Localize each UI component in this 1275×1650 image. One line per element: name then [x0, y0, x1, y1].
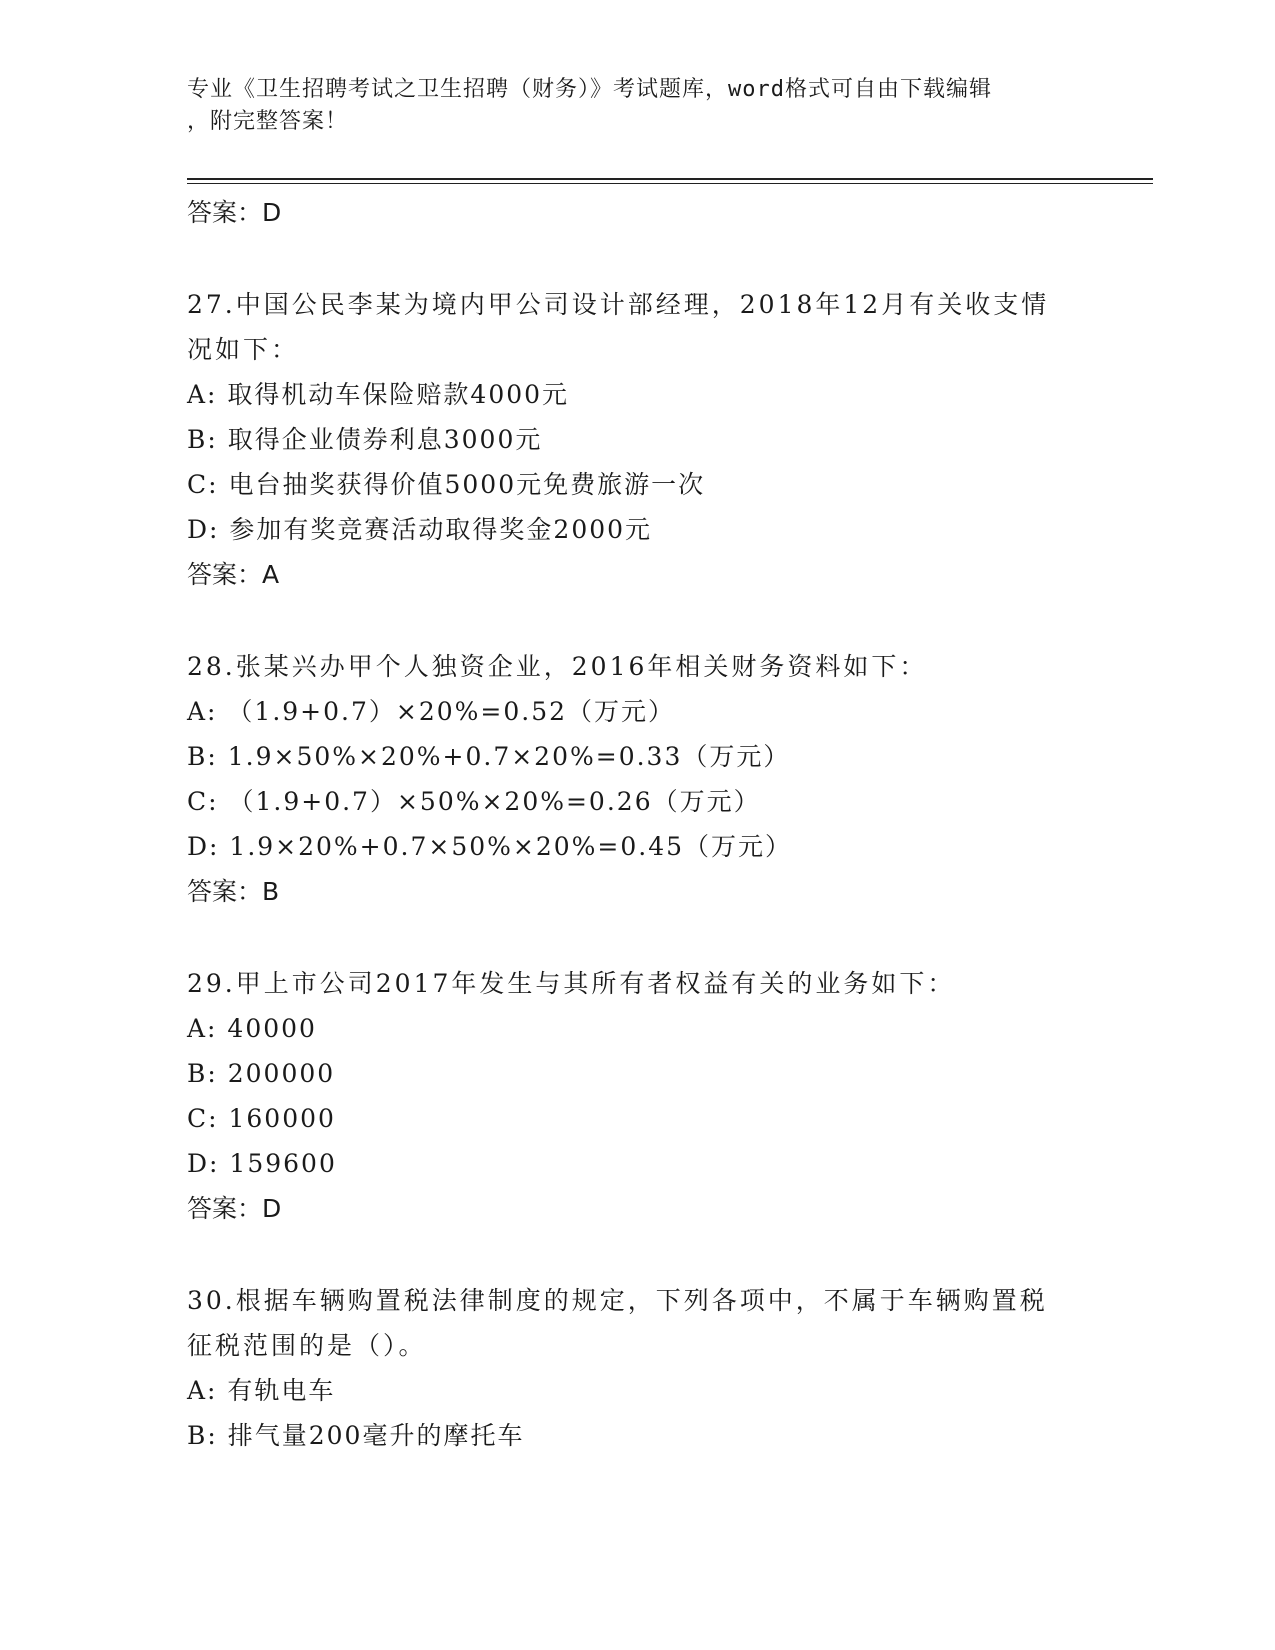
option-b: B: 排气量200毫升的摩托车: [187, 1421, 525, 1450]
option-b: B: 1.9×50%×20%+0.7×20%=0.33（万元）: [187, 742, 791, 771]
question-block-27: [187, 282, 1087, 598]
question-stem: 28.张某兴办甲个人独资企业，2016年相关财务资料如下：: [187, 652, 928, 681]
option-a: A: 有轨电车: [187, 1376, 336, 1405]
spacer: [187, 598, 1087, 644]
option-a: A: 取得机动车保险赔款4000元: [187, 380, 570, 409]
spacer: [187, 1232, 1087, 1278]
question-stem: 27.中国公民李某为境内甲公司设计部经理，2018年12月有关收支情: [187, 290, 1050, 319]
answer-label: 答案：B: [187, 877, 280, 906]
option-c: C: 160000: [187, 1104, 336, 1133]
option-d: D: 159600: [187, 1149, 337, 1178]
page-header: [187, 74, 1087, 138]
option-c: C: （1.9+0.7）×50%×20%=0.26（万元）: [187, 787, 761, 816]
question-stem-continued: 征税范围的是（）。: [187, 1331, 427, 1360]
option-a: A: 40000: [187, 1014, 317, 1043]
option-b: B: 取得企业债券利息3000元: [187, 425, 543, 454]
spacer: [187, 236, 1087, 282]
header-divider-thin: [187, 183, 1153, 184]
answer-label: 答案：A: [187, 560, 280, 589]
question-block-29: [187, 961, 1087, 1232]
option-d: D: 参加有奖竞赛活动取得奖金2000元: [187, 515, 653, 544]
option-d: D: 1.9×20%+0.7×50%×20%=0.45（万元）: [187, 832, 793, 861]
option-a: A: （1.9+0.7）×20%=0.52（万元）: [187, 697, 676, 726]
question-stem-continued: 况如下：: [187, 335, 300, 364]
question-block-28: [187, 644, 1087, 915]
option-b: B: 200000: [187, 1059, 336, 1088]
question-stem: 30.根据车辆购置税法律制度的规定，下列各项中，不属于车辆购置税: [187, 1286, 1048, 1315]
answer-label: 答案：D: [187, 198, 282, 227]
spacer: [187, 915, 1087, 961]
header-title-line1: 专业《卫生招聘考试之卫生招聘（财务）》考试题库，word格式可自由下载编辑: [187, 77, 992, 102]
answer-label: 答案：D: [187, 1194, 282, 1223]
header-title-line2: ，附完整答案！: [187, 109, 349, 134]
option-c: C: 电台抽奖获得价值5000元免费旅游一次: [187, 470, 706, 499]
question-content: [187, 190, 1087, 1458]
header-divider-thick: [187, 178, 1153, 180]
question-stem: 29.甲上市公司2017年发生与其所有者权益有关的业务如下：: [187, 969, 956, 998]
question-block-30: [187, 1278, 1087, 1458]
